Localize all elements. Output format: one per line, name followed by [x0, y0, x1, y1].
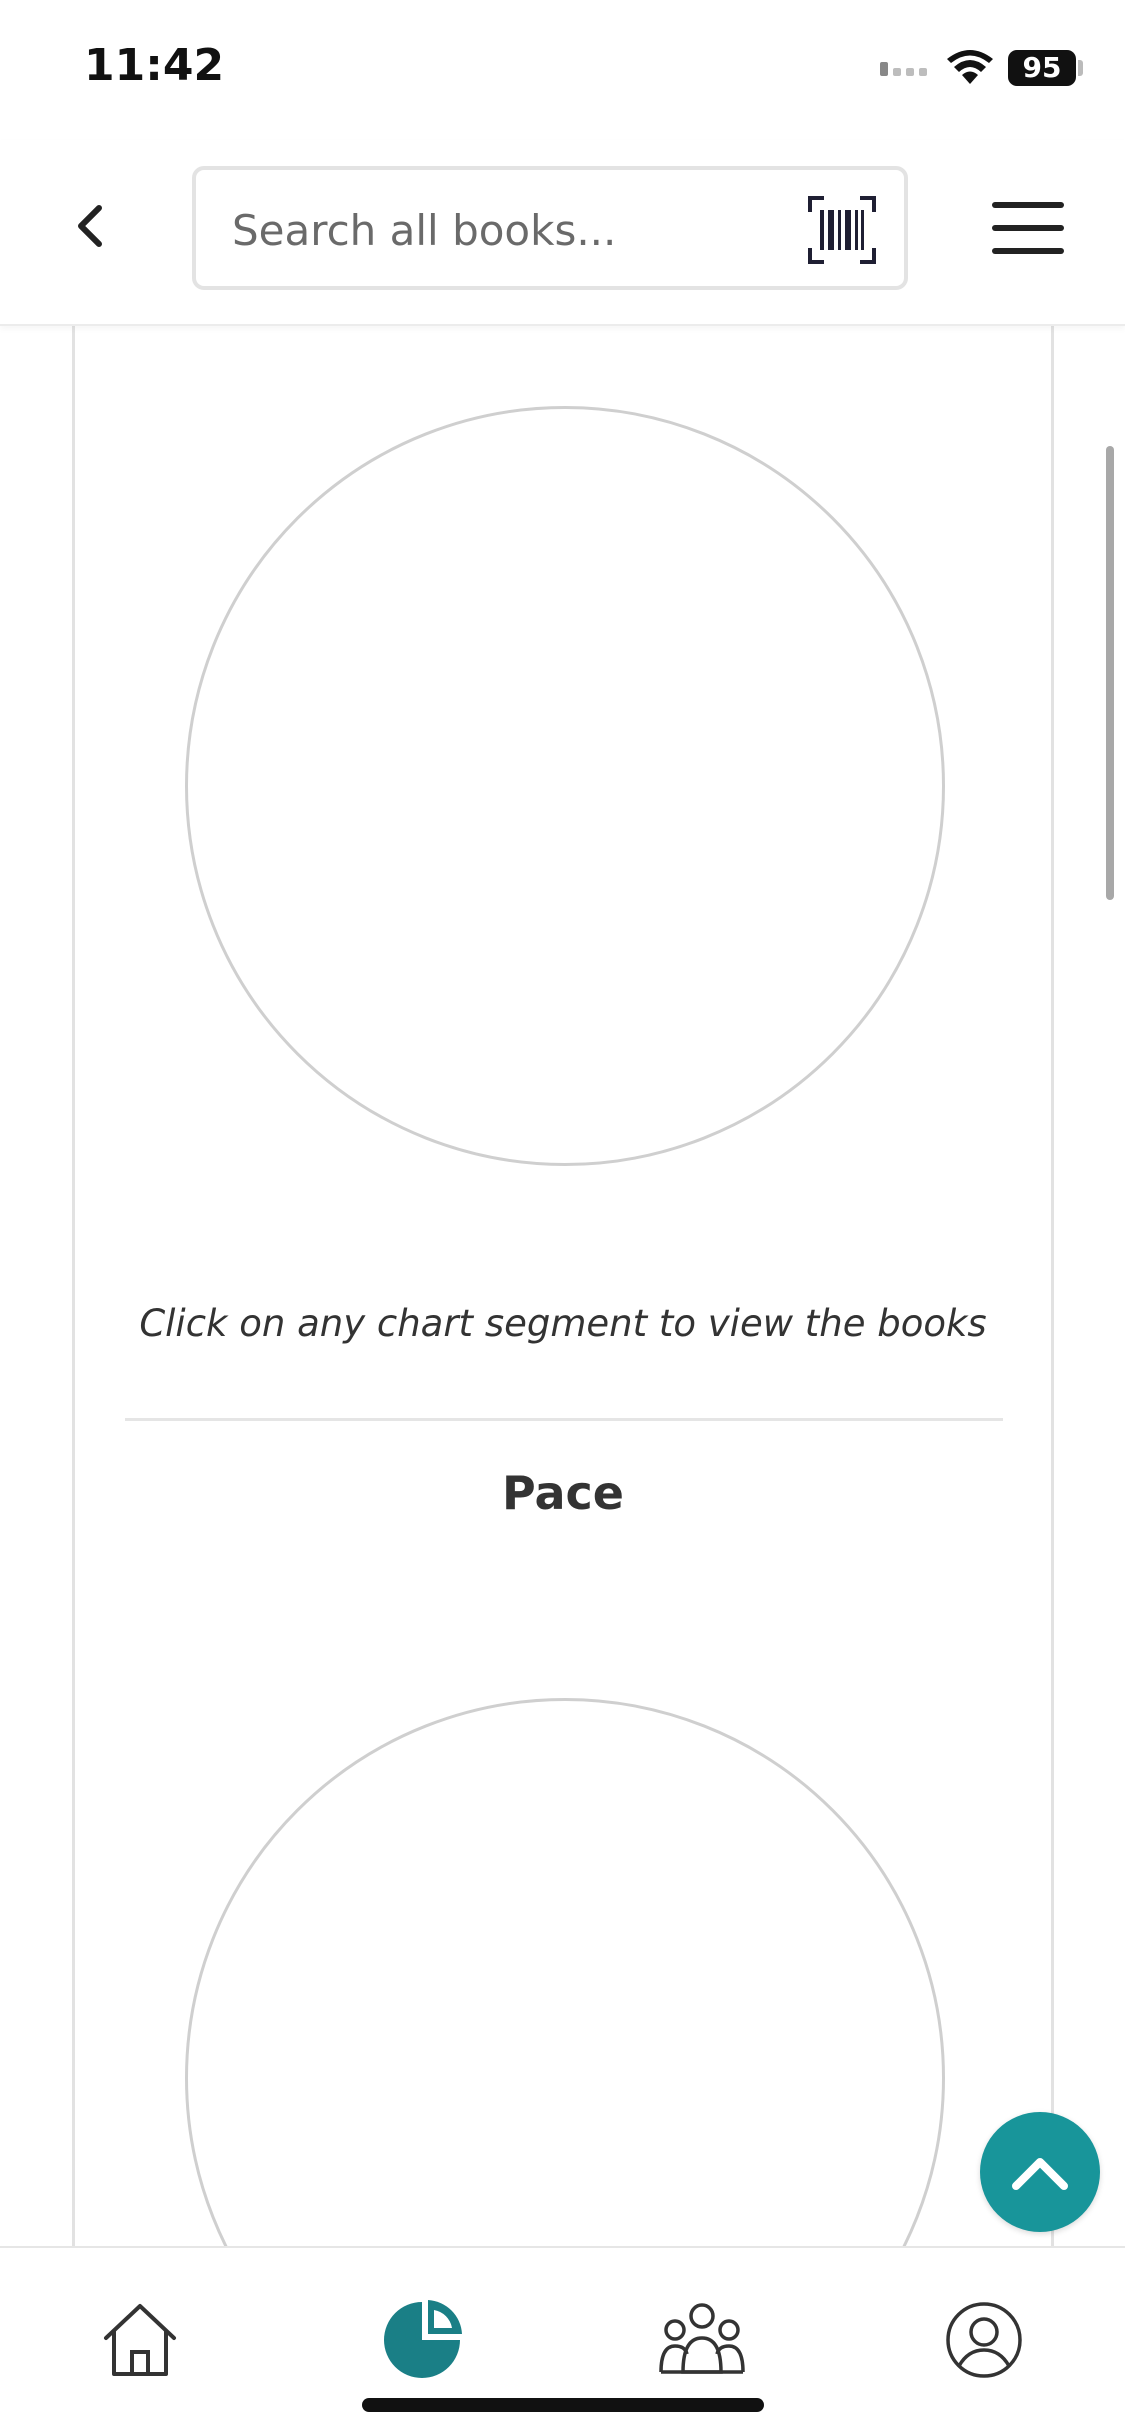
battery-tip [1078, 60, 1083, 76]
profile-icon [944, 2300, 1024, 2380]
battery-icon: 95 [1008, 50, 1076, 86]
chart-hint-text: Click on any chart segment to view the books [139, 1302, 987, 1345]
barcode-scan-button[interactable] [806, 194, 878, 266]
nav-community[interactable] [654, 2292, 750, 2388]
cellular-signal-icon [880, 62, 927, 76]
status-time: 11:42 [84, 40, 225, 91]
bottom-navigation [0, 2246, 1125, 2436]
home-icon [98, 2298, 182, 2382]
pace-pie-chart-empty[interactable] [185, 1698, 945, 2246]
stats-card [72, 326, 1054, 2246]
main-content [0, 326, 1125, 2246]
pie-chart-empty[interactable] [185, 406, 945, 1166]
nav-home[interactable] [92, 2292, 188, 2388]
barcode-scan-icon [806, 194, 878, 266]
search-input[interactable] [232, 200, 772, 260]
pace-section-title: Pace [502, 1466, 624, 1520]
search-box[interactable] [192, 166, 908, 290]
scrollbar[interactable] [1106, 446, 1114, 900]
community-icon [657, 2300, 747, 2380]
hamburger-menu-icon [990, 196, 1066, 260]
nav-stats[interactable] [374, 2292, 470, 2388]
menu-button[interactable] [990, 196, 1066, 260]
pie-chart-icon [380, 2298, 464, 2382]
home-indicator [362, 2398, 764, 2412]
top-header [0, 140, 1125, 326]
section-divider [125, 1418, 1003, 1421]
chevron-left-icon [73, 202, 107, 250]
chevron-up-icon [1008, 2152, 1072, 2192]
nav-profile[interactable] [936, 2292, 1032, 2388]
status-bar [0, 0, 1125, 140]
back-button[interactable] [60, 196, 120, 256]
wifi-icon [946, 50, 994, 90]
scroll-to-top-button[interactable] [980, 2112, 1100, 2232]
